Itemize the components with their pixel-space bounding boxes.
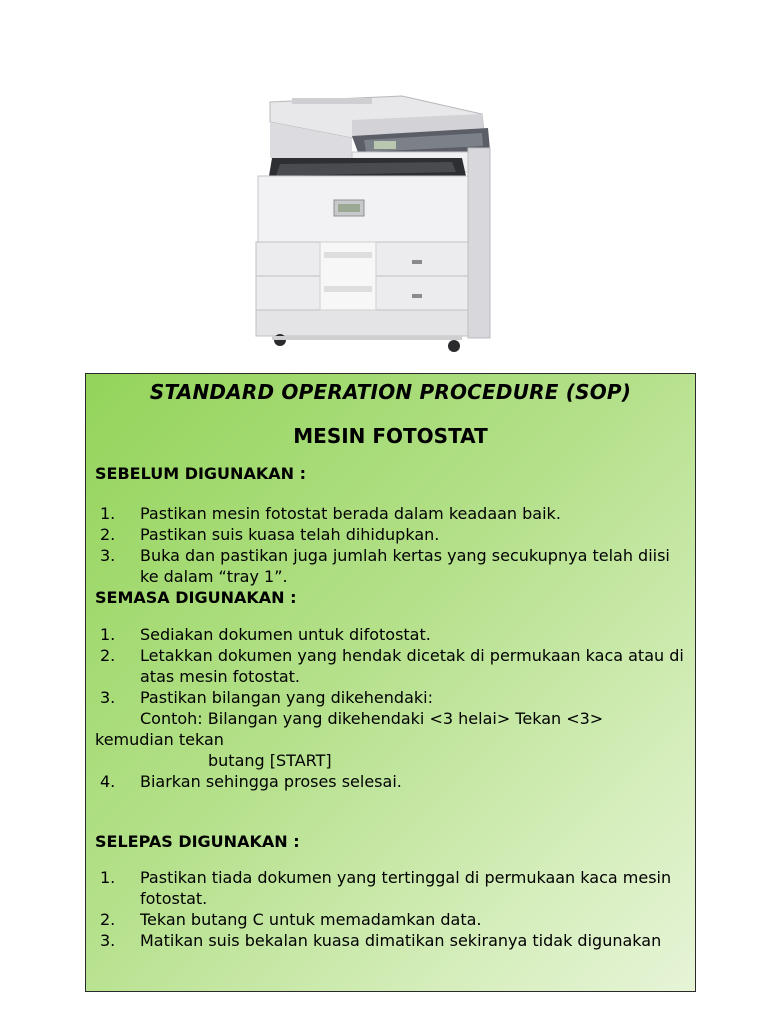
item-number: 3. [100,546,116,565]
section-heading-selepas: SELEPAS DIGUNAKAN : [95,832,300,851]
doc-subtitle: MESIN FOTOSTAT [293,424,488,448]
item-text: Pastikan suis kuasa telah dihidupkan. [140,525,440,544]
item-text: Buka dan pastikan juga jumlah kertas yang secukupnya telah diisi ke dalam “tray 1”. [140,546,670,586]
example-line: Contoh: Bilangan yang dikehendaki <3 helai> Tekan <3> [140,709,604,728]
item-text: Matikan suis bekalan kuasa dimatikan sekiranya tidak digunakan [140,931,662,950]
item-text: Pastikan tiada dokumen yang tertinggal di permukaan kaca mesin fotostat. [140,868,672,908]
item-number: 3. [100,688,116,707]
section-heading-sebelum: SEBELUM DIGUNAKAN : [95,464,306,483]
doc-title: STANDARD OPERATION PROCEDURE (SOP) [149,380,632,404]
item-number: 2. [100,525,116,544]
item-number: 3. [100,931,116,950]
item-number: 1. [100,868,116,887]
item-number: 4. [100,772,116,791]
item-number: 1. [100,625,116,644]
item-text: Pastikan bilangan yang dikehendaki: [140,688,433,707]
example-line: butang [START] [208,751,332,770]
item-number: 1. [100,504,116,523]
item-text: Letakkan dokumen yang hendak dicetak di permukaan kaca atau di atas mesin fotostat. [140,646,684,686]
item-text: Pastikan mesin fotostat berada dalam keadaan baik. [140,504,561,523]
item-text: Tekan butang C untuk memadamkan data. [140,910,482,929]
item-number: 2. [100,910,116,929]
sop-panel [85,373,696,992]
item-number: 2. [100,646,116,665]
example-line: kemudian tekan [95,730,224,749]
section-heading-semasa: SEMASA DIGUNAKAN : [95,588,297,607]
item-text: Sediakan dokumen untuk difotostat. [140,625,431,644]
photocopier-image [252,92,494,354]
item-text: Biarkan sehingga proses selesai. [140,772,402,791]
